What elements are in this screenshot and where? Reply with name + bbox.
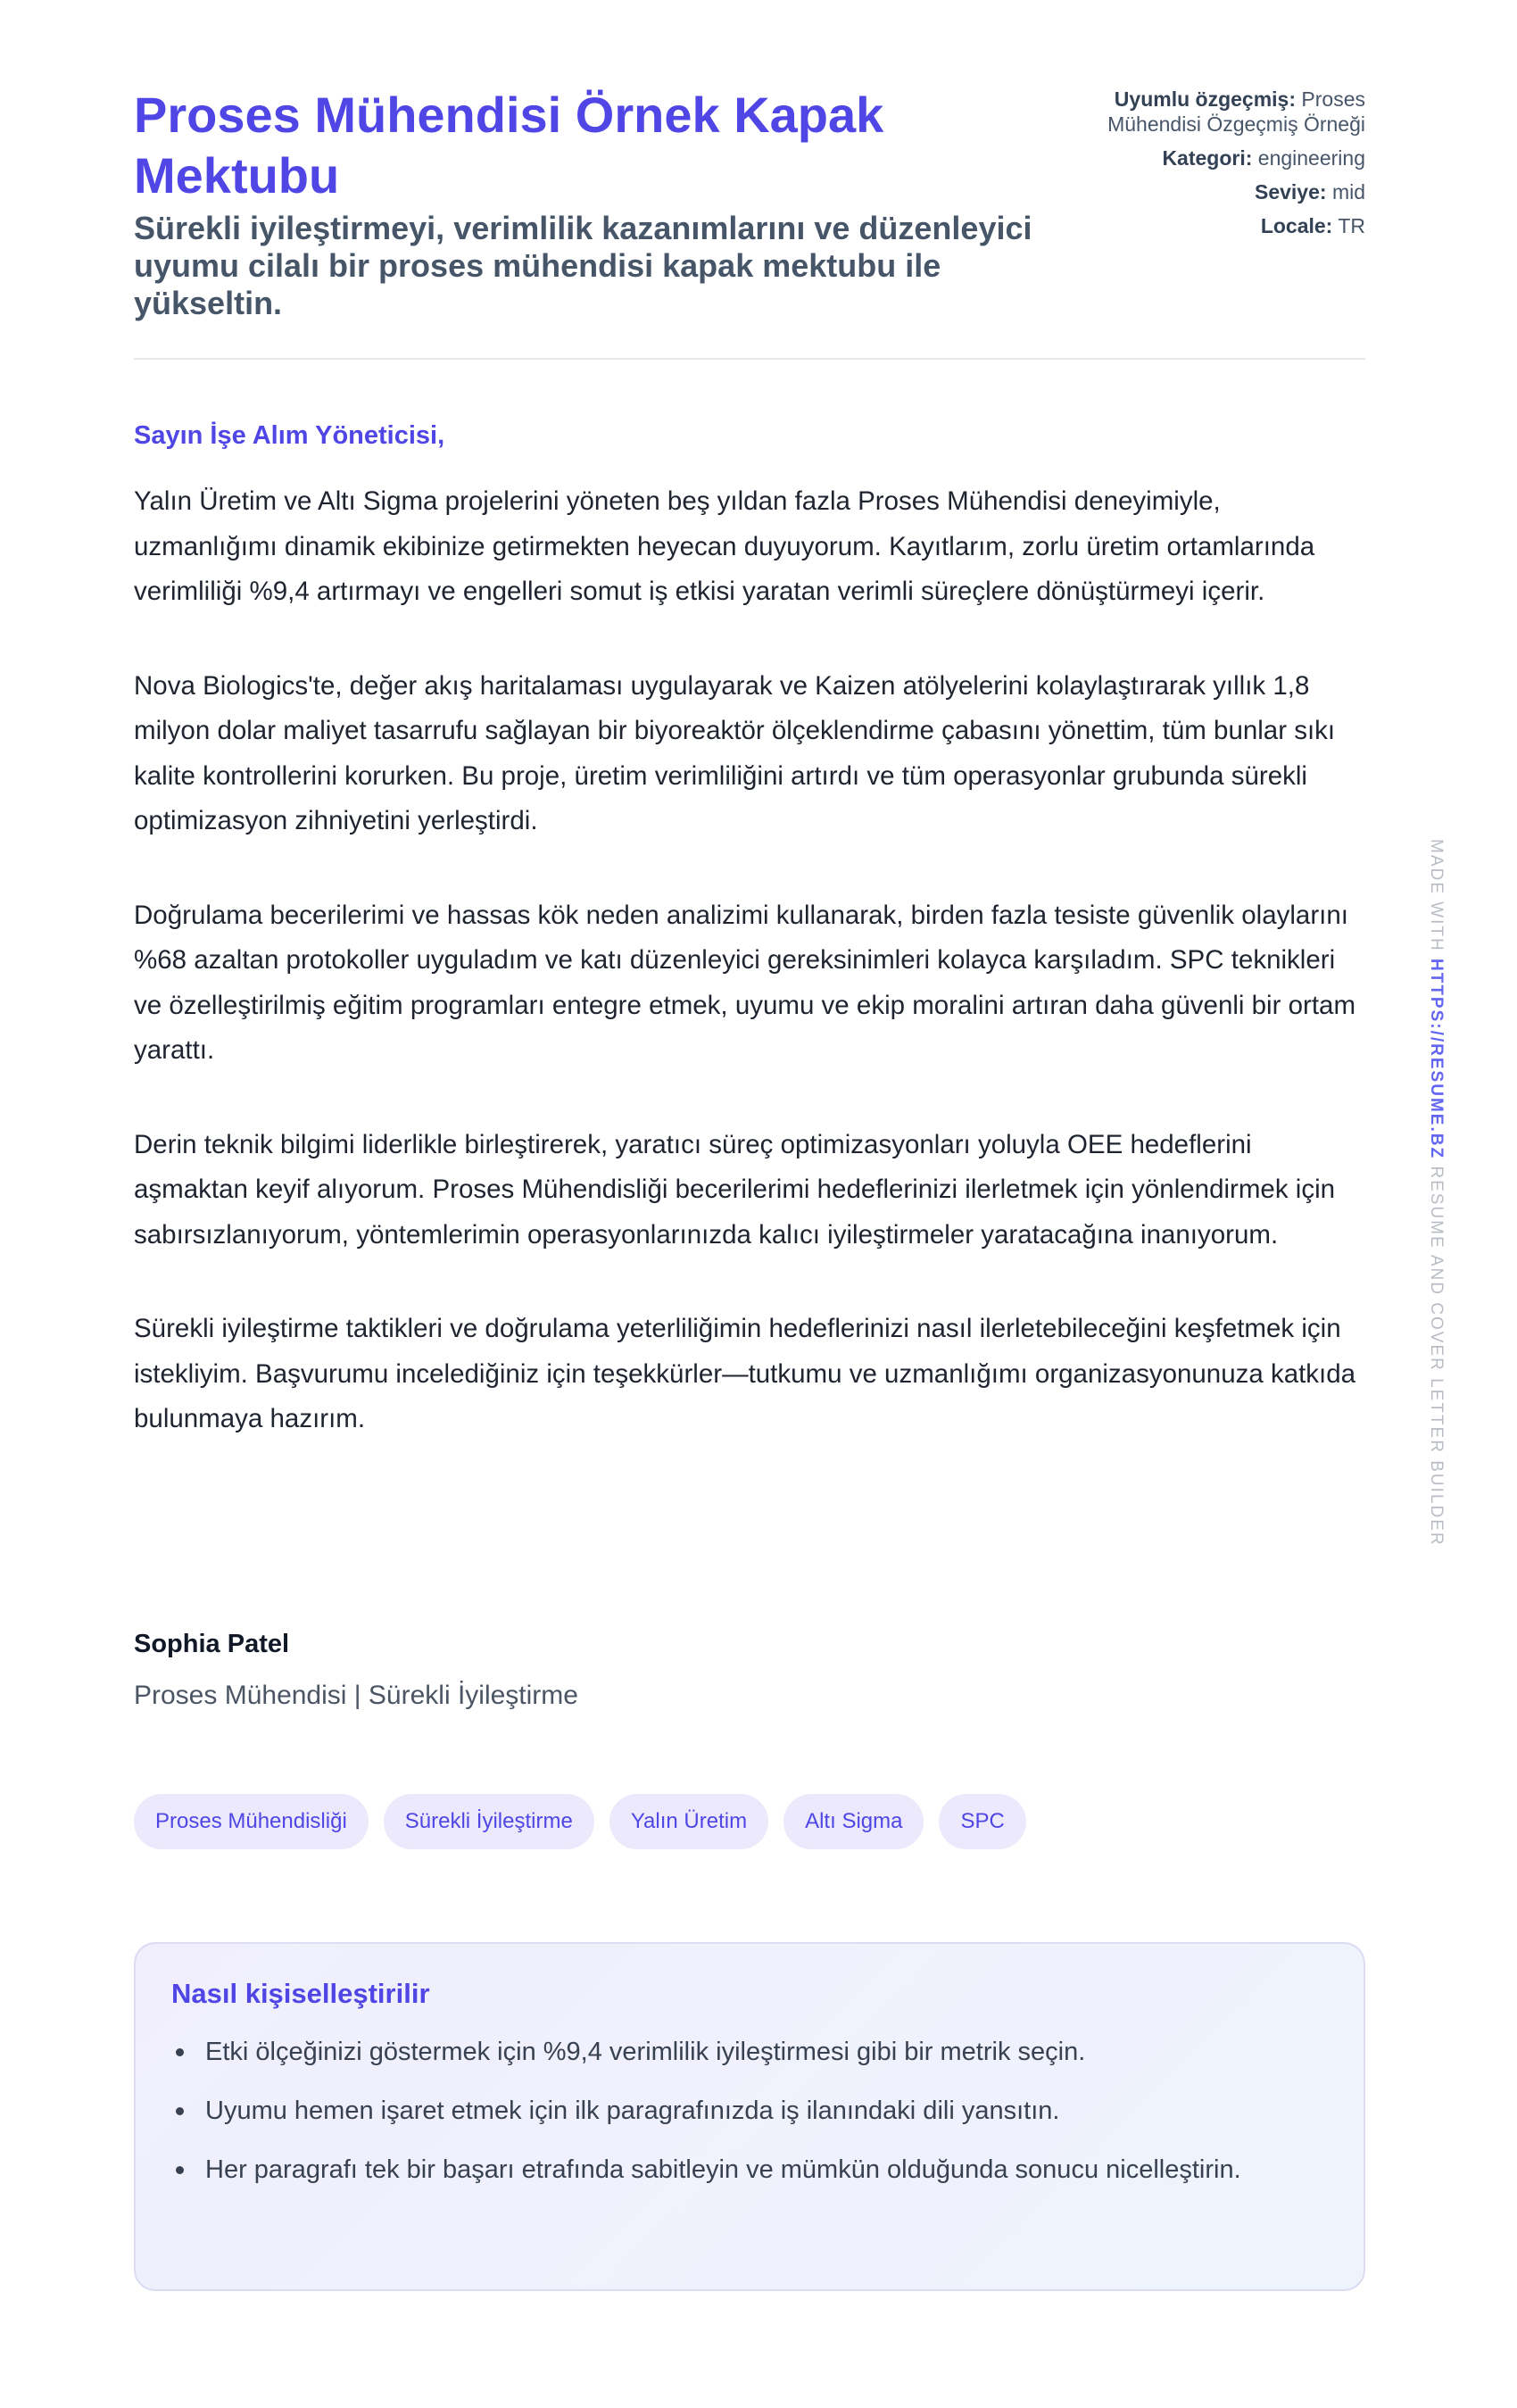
tag[interactable]: Yalın Üretim <box>609 1794 768 1849</box>
watermark-link[interactable]: HTTPS://RESUME.BZ <box>1427 959 1446 1160</box>
watermark: MADE WITH HTTPS://RESUME.BZ RESUME AND COVER LETTER BUILDER <box>1427 839 1446 1547</box>
meta-level: Seviye: mid <box>1254 180 1365 203</box>
page-title: Proses Mühendisi Örnek Kapak Mektubu <box>134 87 884 203</box>
meta-category: Kategori: engineering <box>1162 146 1365 170</box>
letter-body <box>134 421 1365 1491</box>
paragraph: Doğrulama becerilerimi ve hassas kök neden analizimi kullanarak, birden fazla tesiste güvenlik olaylarını %68 azaltan protokoller uyguladım ve katı düzenleyici gereksinimleri kolayca karşıladım. SPC teknikleri ve özelleştirilmiş eğitim programları entegre etmek, uyumu ve ekip moralini artıran daha güvenli bir ortam yarattı. <box>134 900 1356 1065</box>
tips-list <box>171 2030 1328 2192</box>
tag-list <box>134 1794 1026 1849</box>
meta-resume: Uyumlu özgeçmiş: Proses Mühendisi Özgeçmiş Örneği <box>1107 87 1365 136</box>
signature <box>134 1630 578 1711</box>
tips-title: Nasıl kişiselleştirilir <box>171 1978 430 2009</box>
paragraph: Yalın Üretim ve Altı Sigma projelerini yöneten beş yıldan fazla Proses Mühendisi deneyimiyle, uzmanlığımı dinamik ekibinize getirmekten heyecan duyuyorum. Kayıtlarım, zorlu üretim ortamlarında verimliliği %9,4 artırmayı ve engelleri somut iş etkisi yaratan verimli süreçlere dönüştürmeyi içerir. <box>134 486 1315 606</box>
meta-locale: Locale: TR <box>1260 214 1365 237</box>
resume-link[interactable]: Proses Mühendisi Özgeçmiş Örneği <box>1107 87 1365 136</box>
page-subtitle: Sürekli iyileştirmeyi, verimlilik kazanımlarını ve düzenleyici uyumu cilalı bir proses mühendisi kapak mektubu ile yükseltin. <box>134 210 1032 321</box>
divider <box>134 358 1365 360</box>
tips-box <box>134 1942 1365 2291</box>
meta-panel <box>1071 85 1365 322</box>
paragraph: Nova Biologics'te, değer akış haritalaması uygulayarak ve Kaizen atölyelerini kolaylaştırarak yıllık 1,8 milyon dolar maliyet tasarrufu sağlayan bir biyoreaktör ölçeklendirme çabasını yönettim, tüm bunlar sıkı kalite kontrollerini korurken. Bu proje, üretim verimliliğini artırdı ve tüm operasyonlar grubunda sürekli optimizasyon zihniyetini yerleştirdi. <box>134 670 1336 835</box>
tip-item: Etki ölçeğinizi göstermek için %9,4 verimlilik iyileştirmesi gibi bir metrik seçin. <box>171 2030 1328 2074</box>
salutation: Sayın İşe Alım Yöneticisi, <box>134 421 445 450</box>
header <box>134 85 1365 322</box>
tip-item: Uyumu hemen işaret etmek için ilk paragrafınızda iş ilanındaki dili yansıtın. <box>171 2088 1328 2133</box>
signer-role: Proses Mühendisi | Sürekli İyileştirme <box>134 1681 578 1710</box>
signer-name: Sophia Patel <box>134 1630 290 1658</box>
tip-item: Her paragrafı tek bir başarı etrafında sabitleyin ve mümkün olduğunda sonucu nicelleştirin. <box>171 2147 1328 2192</box>
paragraph: Derin teknik bilgimi liderlikle birleştirerek, yaratıcı süreç optimizasyonları yoluyla OEE hedeflerini aşmaktan keyif alıyorum. Proses Mühendisliği becerilerimi hedeflerinizi ilerletmek için yönlendirmek için sabırsızlanıyorum, yöntemlerimin operasyonlarınızda kalıcı iyileştirmeler yaratacağına inanıyorum. <box>134 1129 1336 1250</box>
tag[interactable]: Altı Sigma <box>783 1794 924 1849</box>
paragraph: Sürekli iyileştirme taktikleri ve doğrulama yeterliliğimin hedeflerinizi nasıl ilerletebileceğini keşfetmek için istekliyim. Başvurumu incelediğiniz için teşekkürler—tutkumu ve uzmanlığımı organizasyonunuza katkıda bulunmaya hazırım. <box>134 1314 1356 1433</box>
tag[interactable]: Proses Mühendisliği <box>134 1794 369 1849</box>
tag[interactable]: SPC <box>939 1794 1025 1849</box>
tag[interactable]: Sürekli İyileştirme <box>384 1794 594 1849</box>
